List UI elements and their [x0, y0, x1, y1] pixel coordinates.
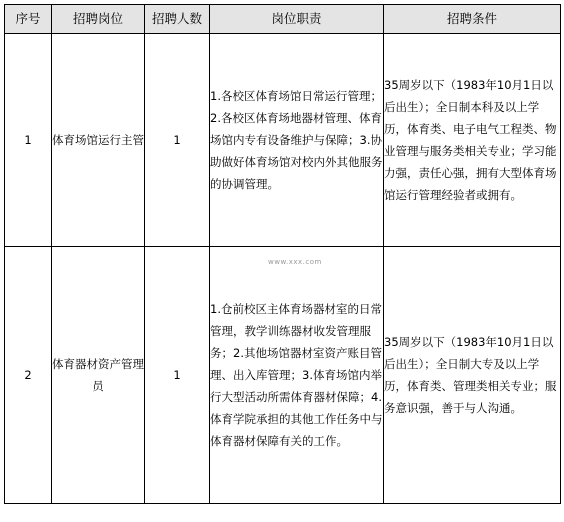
header-requirements: 招聘条件 — [384, 5, 561, 34]
header-index: 序号 — [5, 5, 52, 34]
row-count: 1 — [145, 247, 210, 504]
row-requirements — [384, 247, 561, 504]
duties-text: 1.仓前校区主体育场器材室的日常管理，教学训练器材收发管理服务；2.其他场馆器材室资产账目管理、出入库管理；3.体育场馆内举行大型活动所需体育器材保障；4.体育学院承担的其他工作任务中与体育器材保障有关的工作。 — [210, 302, 383, 448]
row-duties — [210, 34, 384, 247]
row-duties — [210, 247, 384, 504]
requirements-text: 35周岁以下（1983年10月1日以后出生）；全日制本科及以上学历，体育类、电子电气工程类、物业管理与服务类相关专业；学习能力强，责任心强，拥有大型体育场馆运行管理经验者或拥有。 — [384, 78, 557, 202]
row-index: 1 — [5, 34, 52, 247]
row-position: 体育器材资产管理员 — [52, 247, 145, 504]
row-index: 2 — [5, 247, 52, 504]
row-position: 体育场馆运行主管 — [52, 34, 145, 247]
duties-text: 1.各校区体育场馆日常运行管理；2.各校区体育场地器材管理、体育场馆内专有设备维护与保障；3.协助做好体育场馆对校内外其他服务的协调管理。 — [210, 89, 383, 191]
header-duties: 岗位职责 — [210, 5, 384, 34]
watermark: www.xxx.com — [268, 258, 322, 266]
table-header-row — [5, 5, 561, 34]
requirements-text: 35周岁以下（1983年10月1日以后出生）；全日制大专及以上学历，体育类、管理类相关专业；服务意识强，善于与人沟通。 — [384, 335, 557, 415]
table-row — [5, 247, 561, 504]
row-count: 1 — [145, 34, 210, 247]
header-count: 招聘人数 — [145, 5, 210, 34]
row-requirements — [384, 34, 561, 247]
recruitment-table — [4, 4, 561, 504]
table-row — [5, 34, 561, 247]
header-position: 招聘岗位 — [52, 5, 145, 34]
